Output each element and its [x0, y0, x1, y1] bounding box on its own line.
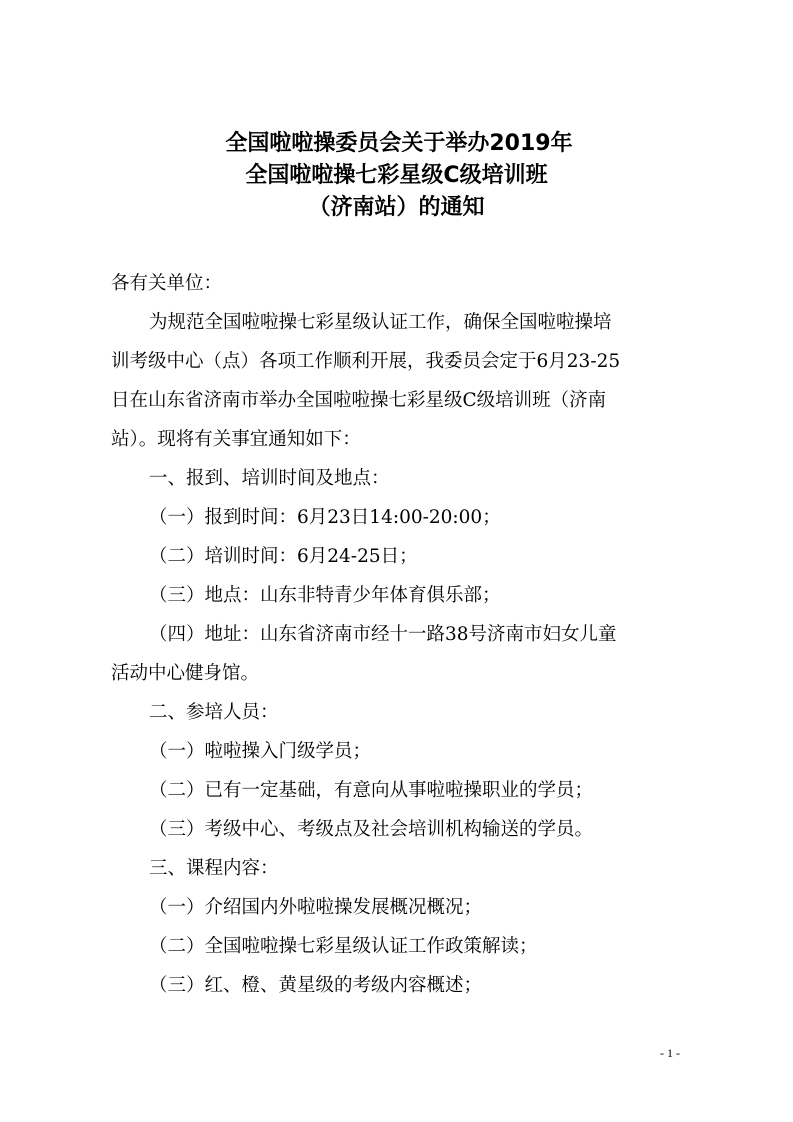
title-line-3: （济南站）的通知 — [308, 195, 485, 220]
section2-heading: 二、参培人员： — [149, 702, 279, 723]
section1-item-1: （一）报到时间：6月23日14:00-20:00； — [149, 507, 501, 528]
title-line-1: 全国啦啦操委员会关于举办2019年 — [225, 131, 573, 156]
section3-heading: 三、课程内容： — [149, 858, 279, 879]
section2-item-2: （二）已有一定基础，有意向从事啦啦操职业的学员； — [149, 780, 594, 801]
section2-item-1: （一）啦啦操入门级学员； — [149, 741, 372, 762]
salutation: 各有关单位： — [111, 273, 223, 294]
section2-item-3: （三）考级中心、考级点及社会培训机构输送的学员。 — [149, 819, 594, 840]
page-number: - 1 - — [660, 1046, 680, 1060]
intro-line-1: 为规范全国啦啦操七彩星级认证工作，确保全国啦啦操培 — [149, 312, 612, 333]
section1-item-3: （三）地点：山东非特青少年体育俱乐部； — [149, 585, 501, 606]
title-line-2: 全国啦啦操七彩星级C级培训班 — [245, 163, 548, 188]
intro-line-3: 日在山东省济南市举办全国啦啦操七彩星级C级培训班（济南 — [111, 390, 607, 411]
section3-item-1: （一）介绍国内外啦啦操发展概况概况； — [149, 897, 483, 918]
section1-item-2: （二）培训时间：6月24-25日； — [149, 546, 418, 567]
intro-line-2: 训考级中心（点）各项工作顺利开展，我委员会定于6月23-25 — [111, 351, 621, 372]
document-title — [0, 128, 793, 224]
section1-address-line-1: （四）地址：山东省济南市经十一路38号济南市妇女儿童 — [149, 624, 617, 645]
section1-address-line-2: 活动中心健身馆。 — [111, 663, 260, 684]
section3-item-3: （三）红、橙、黄星级的考级内容概述； — [149, 975, 483, 996]
section1-heading: 一、报到、培训时间及地点： — [149, 468, 390, 489]
intro-line-4: 站）。现将有关事宜通知如下： — [111, 429, 361, 450]
document-body — [111, 264, 691, 1005]
section3-item-2: （二）全国啦啦操七彩星级认证工作政策解读； — [149, 936, 538, 957]
